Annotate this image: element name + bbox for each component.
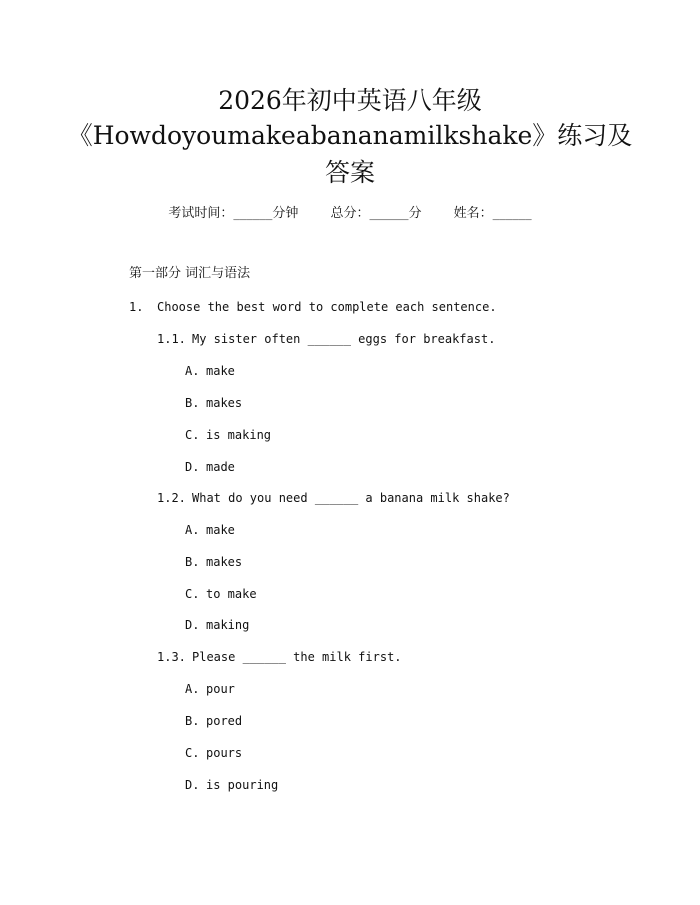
sub-question-stem: Please ______ the milk first. <box>192 650 402 664</box>
option-letter: C. <box>185 587 200 601</box>
option-letter: D. <box>185 460 200 474</box>
option-text: pours <box>206 746 243 760</box>
option-1-2-c <box>185 585 257 603</box>
exam-meta <box>0 205 700 223</box>
option-text: is pouring <box>206 778 279 792</box>
option-text: make <box>206 364 235 378</box>
option-1-3-c <box>185 744 242 762</box>
sub-question-number: 1.3. <box>157 650 186 664</box>
option-1-1-d <box>185 458 235 476</box>
sub-question-number: 1.2. <box>157 491 186 505</box>
option-1-1-c <box>185 426 271 444</box>
option-text: pour <box>206 682 235 696</box>
option-text: made <box>206 460 235 474</box>
option-letter: A. <box>185 682 200 696</box>
sub-question-1-3 <box>157 648 402 666</box>
option-letter: C. <box>185 746 200 760</box>
student-name: 姓名：______ <box>453 206 532 221</box>
question-1 <box>129 298 497 316</box>
option-text: making <box>206 618 250 632</box>
option-1-2-a <box>185 521 235 539</box>
sub-question-1-1 <box>157 330 495 348</box>
option-text: pored <box>206 714 243 728</box>
option-1-2-d <box>185 616 249 634</box>
document-title-line-1: 2026年初中英语八年级 <box>218 86 482 115</box>
option-letter: A. <box>185 364 200 378</box>
document-title-line-2: 《Howdoyoumakeabananamilkshake》练习及 <box>67 121 633 150</box>
question-number: 1. <box>129 300 144 314</box>
option-1-1-b <box>185 394 242 412</box>
option-text: makes <box>206 396 243 410</box>
option-1-3-b <box>185 712 242 730</box>
option-text: makes <box>206 555 243 569</box>
option-letter: B. <box>185 396 200 410</box>
section-heading: 第一部分 词汇与语法 <box>129 266 251 281</box>
sub-question-stem: What do you need ______ a banana milk shake? <box>192 491 510 505</box>
option-letter: B. <box>185 555 200 569</box>
option-letter: D. <box>185 778 200 792</box>
question-prompt: Choose the best word to complete each sentence. <box>157 300 497 314</box>
option-text: is making <box>206 428 272 442</box>
sub-question-number: 1.1. <box>157 332 186 346</box>
option-text: make <box>206 523 235 537</box>
document-title-line-3: 答案 <box>324 158 375 187</box>
option-1-2-b <box>185 553 242 571</box>
exam-time: 考试时间：______分钟 <box>168 206 299 221</box>
option-letter: C. <box>185 428 200 442</box>
sub-question-1-2 <box>157 489 510 507</box>
option-1-3-a <box>185 680 235 698</box>
exam-score: 总分：______分 <box>330 206 422 221</box>
sub-question-stem: My sister often ______ eggs for breakfast. <box>192 332 496 346</box>
option-1-3-d <box>185 776 278 794</box>
option-letter: B. <box>185 714 200 728</box>
option-1-1-a <box>185 362 235 380</box>
option-letter: D. <box>185 618 200 632</box>
option-letter: A. <box>185 523 200 537</box>
option-text: to make <box>206 587 257 601</box>
